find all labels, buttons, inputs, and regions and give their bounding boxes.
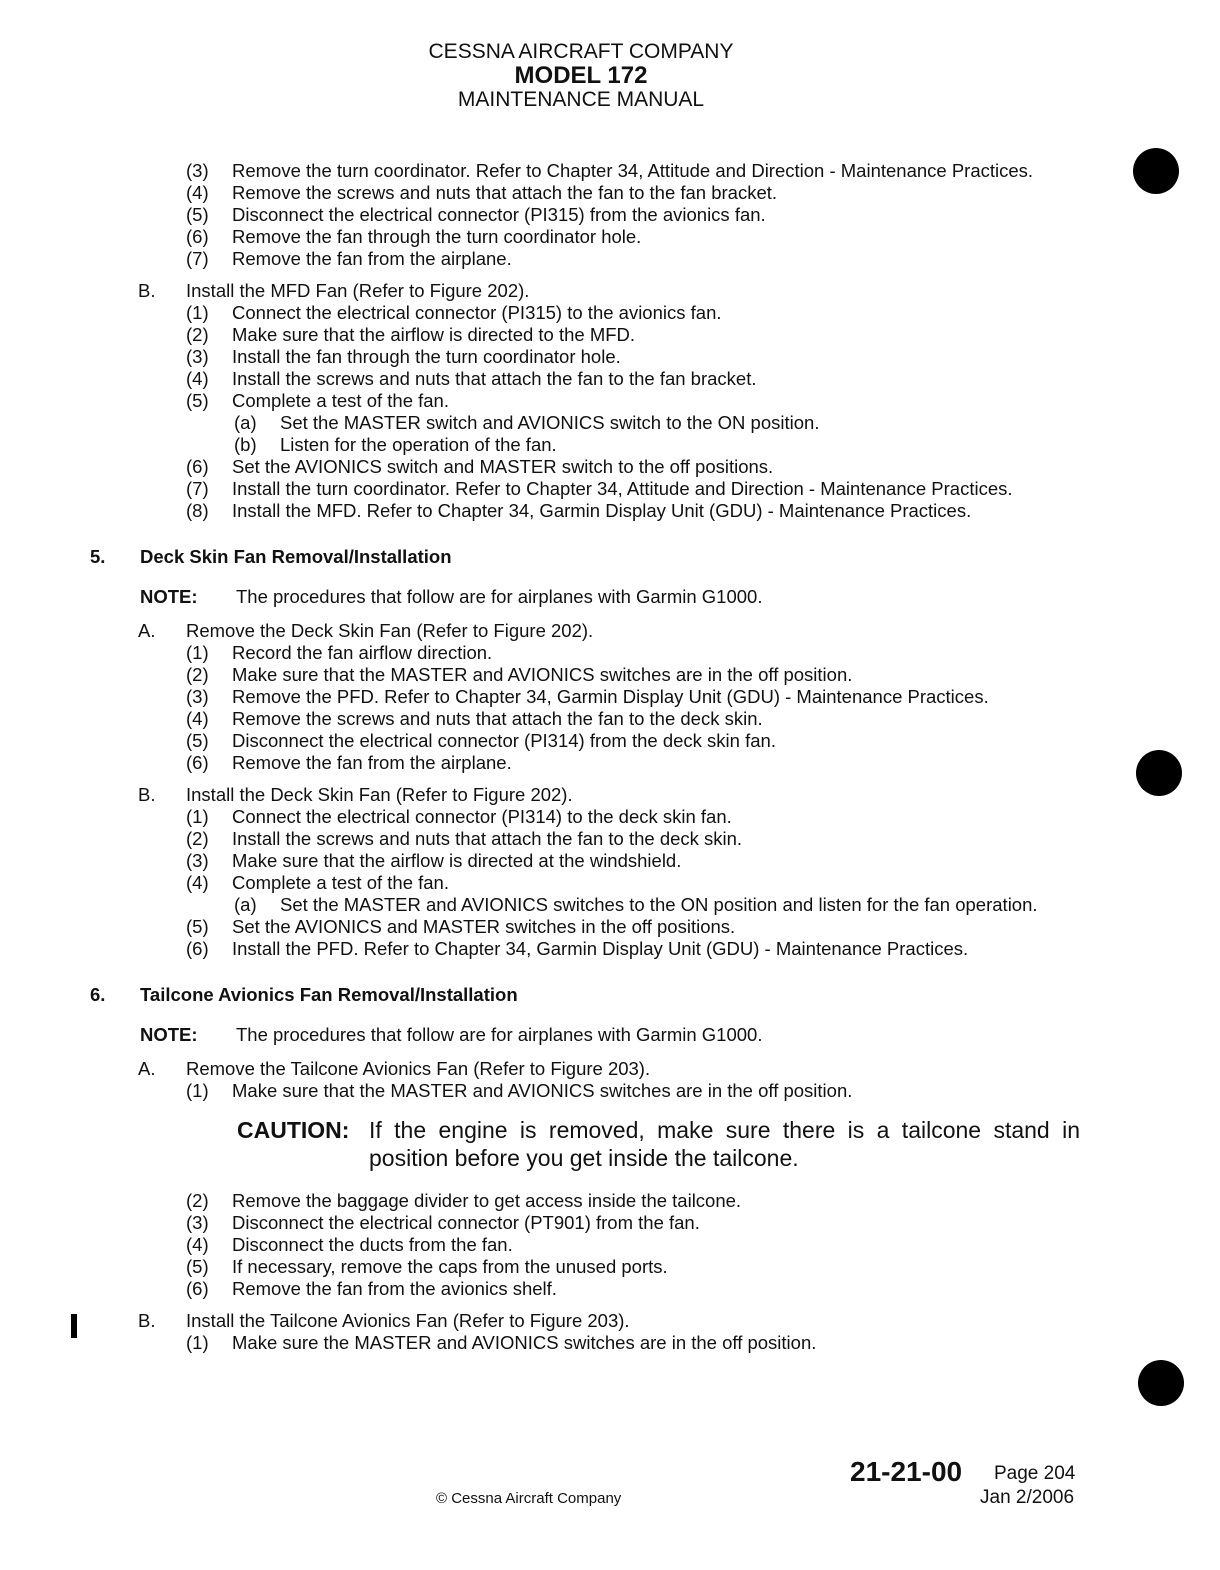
step-row [90,302,1080,324]
step-row [90,916,1080,938]
step-label: (2) [186,1190,209,1211]
step-text: Set the AVIONICS switch and MASTER switch to the off positions. [232,456,774,477]
step-row [90,1256,1080,1278]
note [90,1024,1080,1046]
subsection-heading [90,620,1080,642]
step-label: (7) [186,248,209,269]
step-text: Make sure that the MASTER and AVIONICS switches are in the off position. [232,1080,853,1101]
caution-text: If the engine is removed, make sure there is a tailcone stand in position before you get inside the tailcone. [369,1117,1080,1171]
note-label: NOTE: [140,586,198,607]
section-heading [90,546,1080,568]
step-text: Remove the screws and nuts that attach the fan to the fan bracket. [232,182,778,203]
step-row [90,160,1080,182]
step-row [90,182,1080,204]
step-text: Disconnect the ducts from the fan. [232,1234,513,1255]
step-text: Remove the screws and nuts that attach the fan to the deck skin. [232,708,763,729]
step-text: Install the MFD. Refer to Chapter 34, Garmin Display Unit (GDU) - Maintenance Practices. [232,500,972,521]
company-name: CESSNA AIRCRAFT COMPANY [428,40,734,63]
step-text: Install the turn coordinator. Refer to Chapter 34, Attitude and Direction - Maintenance Practices. [232,478,1013,499]
step-text: Remove the fan from the airplane. [232,752,512,773]
step-text: Make sure that the airflow is directed to the MFD. [232,324,636,345]
note [90,586,1080,608]
step-text: Remove the fan through the turn coordinator hole. [232,226,642,247]
step-text: Make sure that the airflow is directed at the windshield. [232,850,682,871]
step-row [90,204,1080,226]
step-label: (5) [186,390,209,411]
step-label: (4) [186,872,209,893]
step-row [90,324,1080,346]
step-text: Make sure that the MASTER and AVIONICS switches are in the off position. [232,664,853,685]
step-text: Record the fan airflow direction. [232,642,493,663]
step-row [90,806,1080,828]
substep-row [90,412,1080,434]
step-row [90,248,1080,270]
step-text: Install the fan through the turn coordinator hole. [232,346,621,367]
subsection-title: Install the Tailcone Avionics Fan (Refer to Figure 203). [186,1310,630,1331]
note-text: The procedures that follow are for airplanes with Garmin G1000. [236,1024,763,1045]
section-number: 6. [90,984,106,1005]
section-title: Deck Skin Fan Removal/Installation [140,546,452,567]
step-row [90,456,1080,478]
punch-hole-mark [1138,1360,1184,1406]
substep-row [90,434,1080,456]
substep-text: Set the MASTER and AVIONICS switches to the ON position and listen for the fan operation. [280,894,1038,915]
step-label: (1) [186,642,209,663]
step-text: Remove the fan from the avionics shelf. [232,1278,557,1299]
step-text: Set the AVIONICS and MASTER switches in the off positions. [232,916,736,937]
step-row [90,500,1080,522]
punch-hole-mark [1136,750,1182,796]
section-heading [90,984,1080,1006]
step-row [90,664,1080,686]
step-row [90,686,1080,708]
step-label: (4) [186,708,209,729]
note-text: The procedures that follow are for airplanes with Garmin G1000. [236,586,763,607]
step-row [90,368,1080,390]
substep-row [90,894,1080,916]
model-title: MODEL 172 [514,62,648,89]
step-row [90,872,1080,894]
step-row [90,828,1080,850]
step-label: (5) [186,1256,209,1277]
step-row [90,752,1080,774]
manual-title: MAINTENANCE MANUAL [457,88,705,111]
subsection-heading [90,280,1080,302]
note-label: NOTE: [140,1024,198,1045]
step-label: (1) [186,1332,209,1353]
step-row [90,1278,1080,1300]
step-row [90,346,1080,368]
step-label: (3) [186,850,209,871]
step-label: (3) [186,686,209,707]
step-label: (2) [186,664,209,685]
step-text: Install the PFD. Refer to Chapter 34, Garmin Display Unit (GDU) - Maintenance Practices. [232,938,969,959]
step-label: (2) [186,324,209,345]
subsection-title: Install the MFD Fan (Refer to Figure 202). [186,280,530,301]
step-label: (4) [186,182,209,203]
step-text: Remove the baggage divider to get access inside the tailcone. [232,1190,742,1211]
step-text: Disconnect the electrical connector (PI315) from the avionics fan. [232,204,766,225]
page-header [0,40,1162,112]
section-title: Tailcone Avionics Fan Removal/Installation [140,984,518,1005]
substep-label: (b) [234,434,257,455]
step-label: (3) [186,160,209,181]
step-label: (3) [186,1212,209,1233]
step-label: (1) [186,806,209,827]
step-text: If necessary, remove the caps from the unused ports. [232,1256,668,1277]
step-text: Complete a test of the fan. [232,390,449,411]
step-label: (1) [186,1080,209,1101]
step-label: (6) [186,226,209,247]
substep-label: (a) [234,894,257,915]
step-row [90,708,1080,730]
step-row [90,730,1080,752]
step-label: (2) [186,828,209,849]
revision-bar [71,1314,77,1338]
step-label: (6) [186,456,209,477]
step-label: (7) [186,478,209,499]
step-text: Disconnect the electrical connector (PI314) from the deck skin fan. [232,730,776,751]
subsection-label: A. [138,620,156,641]
page-body [90,160,1080,1354]
step-row [90,390,1080,412]
step-text: Connect the electrical connector (PI315) to the avionics fan. [232,302,722,323]
step-text: Connect the electrical connector (PI314) to the deck skin fan. [232,806,732,827]
copyright: © Cessna Aircraft Company [436,1490,622,1507]
caution-label: CAUTION: [237,1117,350,1143]
step-text: Install the screws and nuts that attach the fan to the fan bracket. [232,368,757,389]
step-label: (5) [186,730,209,751]
subsection-label: B. [138,1310,156,1331]
step-text: Complete a test of the fan. [232,872,449,893]
substep-label: (a) [234,412,257,433]
step-text: Remove the PFD. Refer to Chapter 34, Garmin Display Unit (GDU) - Maintenance Practices. [232,686,989,707]
step-row [90,1190,1080,1212]
step-row [90,642,1080,664]
step-row [90,850,1080,872]
step-row [90,1212,1080,1234]
step-label: (5) [186,204,209,225]
subsection-heading [90,1058,1080,1080]
page-number: Page 204 [994,1463,1076,1484]
substep-text: Listen for the operation of the fan. [280,434,557,455]
step-label: (4) [186,1234,209,1255]
step-label: (6) [186,938,209,959]
punch-hole-mark [1133,148,1179,194]
chapter-code: 21-21-00 [850,1456,963,1487]
subsection-title: Install the Deck Skin Fan (Refer to Figure 202). [186,784,573,805]
step-text: Make sure the MASTER and AVIONICS switches are in the off position. [232,1332,817,1353]
step-row [90,1080,1080,1102]
caution [90,1116,1080,1172]
step-label: (1) [186,302,209,323]
step-text: Disconnect the electrical connector (PT901) from the fan. [232,1212,700,1233]
step-label: (4) [186,368,209,389]
step-row [90,226,1080,248]
subsection-title: Remove the Tailcone Avionics Fan (Refer to Figure 203). [186,1058,651,1079]
step-row [90,938,1080,960]
subsection-label: A. [138,1058,156,1079]
step-row [90,1234,1080,1256]
step-label: (8) [186,500,209,521]
section-number: 5. [90,546,106,567]
step-text: Remove the turn coordinator. Refer to Chapter 34, Attitude and Direction - Maintenance Practices. [232,160,1034,181]
revision-date: Jan 2/2006 [980,1487,1075,1508]
step-label: (6) [186,1278,209,1299]
step-row [90,478,1080,500]
step-label: (3) [186,346,209,367]
step-label: (5) [186,916,209,937]
step-text: Remove the fan from the airplane. [232,248,512,269]
step-label: (6) [186,752,209,773]
subsection-label: B. [138,784,156,805]
subsection-heading [90,1310,1080,1332]
subsection-title: Remove the Deck Skin Fan (Refer to Figure 202). [186,620,594,641]
subsection-label: B. [138,280,156,301]
step-row [90,1332,1080,1354]
substep-text: Set the MASTER switch and AVIONICS switch to the ON position. [280,412,820,433]
subsection-heading [90,784,1080,806]
step-text: Install the screws and nuts that attach the fan to the deck skin. [232,828,743,849]
